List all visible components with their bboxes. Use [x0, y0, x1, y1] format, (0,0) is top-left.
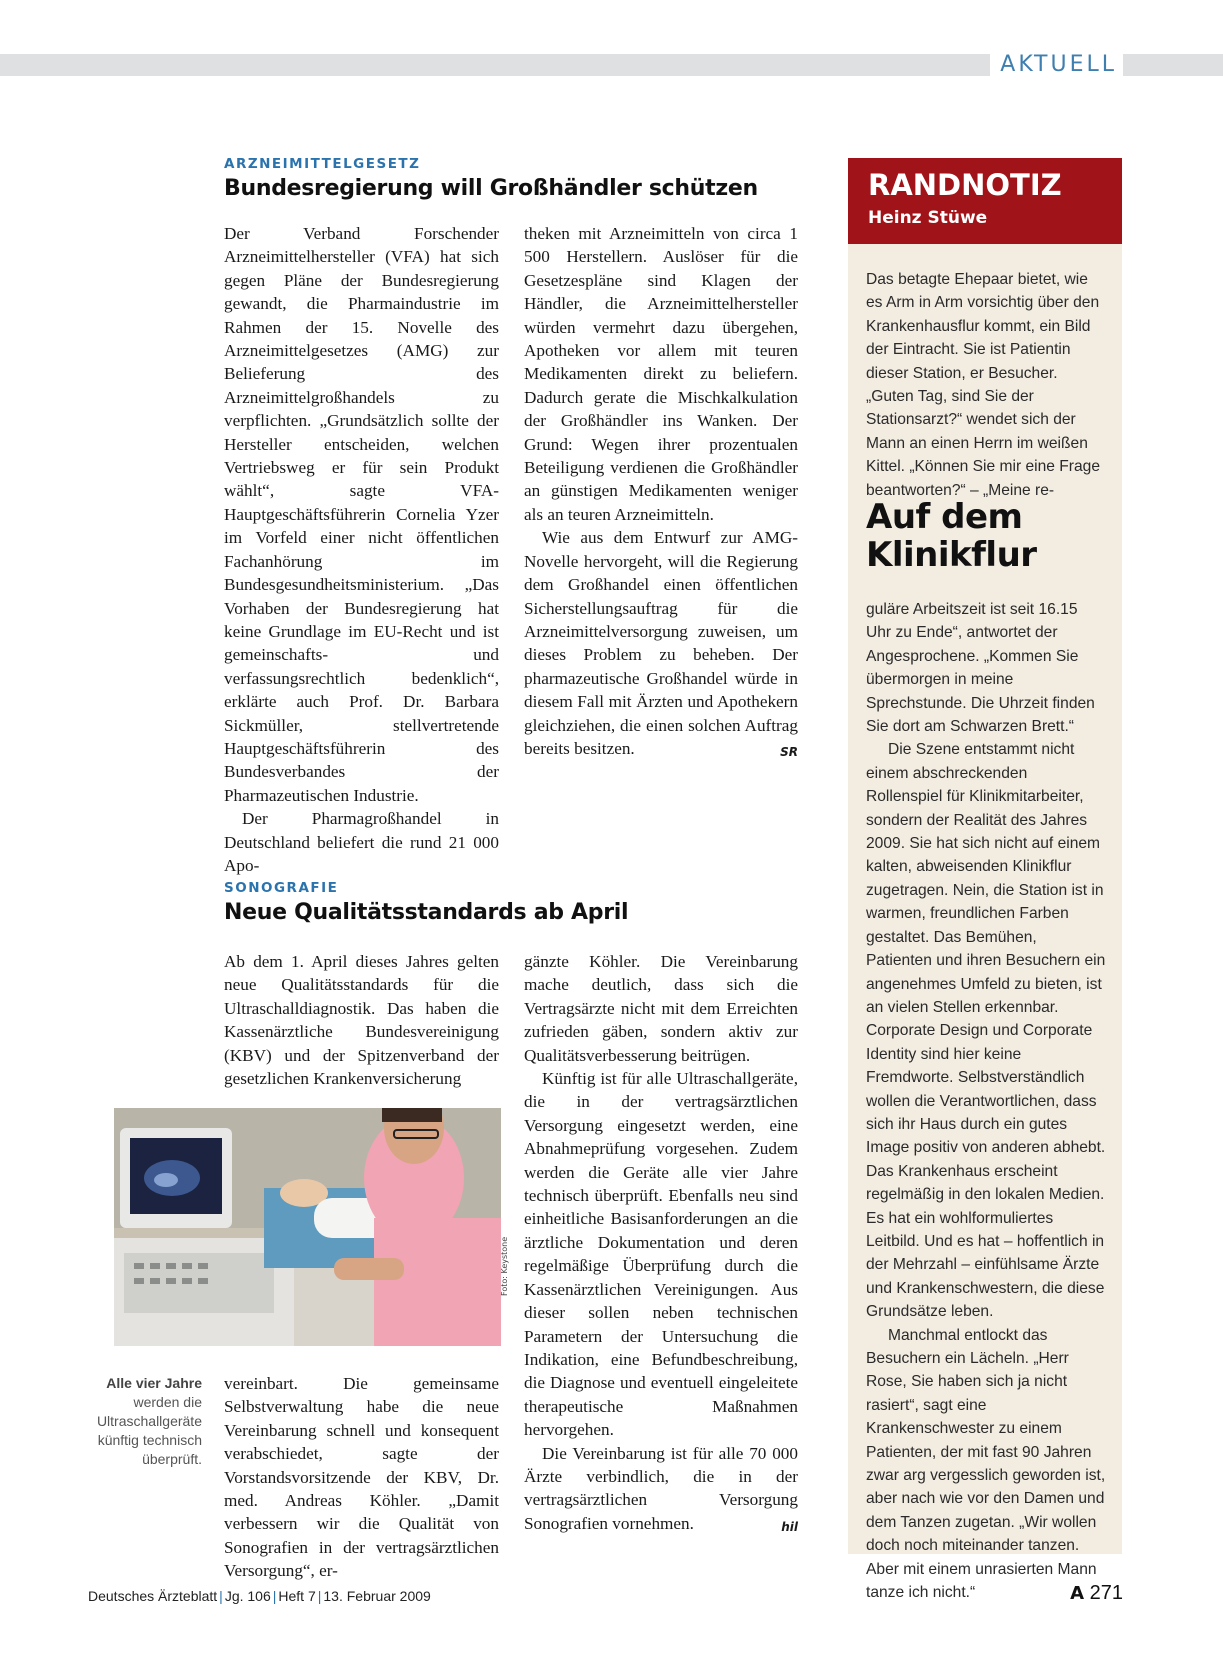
section-label: AKTUELL [990, 50, 1123, 80]
paragraph: Der Pharmagroßhandel in Deutschland beliefert die rund 21 000 Apo- [224, 809, 499, 875]
paragraph: Ab dem 1. April dieses Jahres gelten neue Qualitätsstandards für die Ultraschalldiagnostik. Das haben die Kassenärztliche Bundesvereinigung (KBV) und der Spitzenverband der gesetzlichen Krankenversicherung [224, 952, 499, 1089]
paragraph-text: Wie aus dem Entwurf zur AMG-Novelle hervorgeht, will die Regierung dem Großhandel einen öffentlichen Sicherstellungsauftrag für die Arzneimittelversorgung zuweisen, um dieses Problem zu beheben. Der pharmazeutische Großhandel würde in diesem Fall mit Ärzten und Apothekern gleichziehen, die einen solchen Auftrag bereits besitzen. [524, 528, 798, 758]
paragraph [524, 526, 798, 760]
paragraph: guläre Arbeitszeit ist seit 16.15 Uhr zu Ende“, antwortet der Angesprochene. „Kommen Sie übermorgen in meine Sprechstunde. Die Uhrzeit finden Sie dort am Schwarzen Brett.“ [866, 601, 1095, 736]
caption-text: werden die Ultraschallgeräte künftig technisch überprüft. [96, 1394, 202, 1467]
sidebar-headline-line: Auf dem [866, 497, 1023, 537]
separator: | [219, 1588, 223, 1604]
article2-column-2 [524, 950, 798, 1539]
ultrasound-photo-illustration [114, 1108, 501, 1346]
volume: Jg. 106 [224, 1588, 271, 1604]
sidebar-header [848, 158, 1122, 244]
separator: | [317, 1588, 322, 1604]
photo-credit: Foto: Keystone [500, 1236, 509, 1296]
paragraph: vereinbart. Die gemeinsame Selbstverwaltung habe die neue Vereinbarung schnell und konsequent verabschiedet, sagte der Vorstandsvorsitzende der KBV, Dr. med. Andreas Köhler. „Damit verbessern wir die Qualität von Sonografien in der vertragsärztlichen Versorgung“, er- [224, 1374, 499, 1581]
article2-column-1-top [224, 950, 499, 1090]
publication-name: Deutsches Ärzteblatt [88, 1588, 218, 1604]
sidebar-headline [866, 498, 1037, 574]
article1-headline: Bundesregierung will Großhändler schützen [224, 176, 758, 201]
paragraph: gänzte Köhler. Die Vereinbarung mache deutlich, dass sich die Vertragsärzte nicht mit dem Erreichten zufrieden gäben, sondern aktiv zur Qualitätsverbesserung beitrügen. [524, 952, 798, 1065]
separator: | [272, 1588, 277, 1604]
caption-bold: Alle vier Jahre [106, 1375, 202, 1391]
paragraph: Manchmal entlockt das Besuchern ein Lächeln. „Herr Rose, Sie haben sich ja nicht rasiert“, sagt eine Krankenschwester zu einem Patienten, der mit fast 90 Jahren zwar arg vergesslich geworden ist, aber nach wie vor den Damen und dem Tanzen zugetan. „Wir wollen doch noch miteinander tanzen. Aber mit einem unrasierten Mann tanze ich nicht.“ [866, 1326, 1106, 1602]
sidebar-body [866, 598, 1106, 1604]
sidebar-title: RANDNOTIZ [868, 168, 1062, 202]
page-footer [88, 1588, 431, 1604]
page-prefix: A [1070, 1583, 1085, 1604]
paragraph: Das betagte Ehepaar bietet, wie es Arm in Arm vorsichtig über den Krankenhausflur kommt, ein Bild der Eintracht. Sie ist Patientin dieser Station, er Besucher. „Guten Tag, sind Sie der Stationsarzt?“ wendet sich der Mann an einen Herrn im weißen Kittel. „Können Sie mir eine Frage beantworten?“ – „Meine re- [866, 271, 1101, 499]
sidebar-headline-line: Klinikflur [866, 535, 1037, 575]
article1-column-1 [224, 222, 499, 877]
paragraph: Der Verband Forschender Arzneimittelhersteller (VFA) hat sich gegen Pläne der Bundesregierung gewandt, die Pharmaindustrie im Rahmen der 15. Novelle des Arzneimittelgesetzes (AMG) zur Belieferung des Arzneimittelgroßhandels zu verpflichten. „Grundsätzlich sollte der Hersteller entscheiden, welchen Vertriebsweg er für sein Produkt wählt“, sagte VFA-Hauptgeschäftsführerin Cornelia Yzer im Vorfeld einer nicht öffentlichen Fachanhörung im Bundesgesundheitsministerium. „Das Vorhaben der Bundesregierung hat keine Grundlage im EU-Recht und ist gemeinschafts- und verfassungsrechtlich bedenklich“, erklärte auch Prof. Dr. Barbara Sickmüller, stellvertretende Hauptgeschäftsführerin des Bundesverbandes der Pharmazeutischen Industrie. [224, 224, 499, 805]
article2-column-1-bottom [224, 1372, 499, 1583]
ultrasound-photo [114, 1108, 501, 1346]
issue-date: 13. Februar 2009 [323, 1588, 431, 1604]
paragraph-text: Die Vereinbarung ist für alle 70 000 Ärzte verbindlich, die in der vertragsärztlichen Versorgung Sonografien vornehmen. [524, 1443, 798, 1533]
sidebar-intro [866, 268, 1106, 502]
issue: Heft 7 [278, 1588, 316, 1604]
article2-headline: Neue Qualitätsstandards ab April [224, 900, 629, 925]
sidebar-author: Heinz Stüwe [868, 208, 988, 228]
article1-signature: SR [780, 744, 798, 759]
article2-kicker: SONOGRAFIE [224, 880, 339, 896]
article1-column-2 [524, 222, 798, 764]
photo-caption [90, 1374, 202, 1469]
paragraph [524, 1442, 798, 1536]
article2-signature: hil [781, 1519, 798, 1534]
paragraph: Die Szene entstammt nicht einem abschreckenden Rollenspiel für Klinikmitarbeiter, sondern der Realität des Jahres 2009. Sie hat sich nicht auf einem kalten, abweisenden Klinikflur zugetragen. Nein, die Station ist in warmen, freundlichen Farben gestaltet. Das Bemühen, Patienten und ihren Besuchern ein angenehmes Umfeld zu bieten, ist an vielen Stellen erkennbar. Corporate Design und Corporate Identity sind hier keine Fremdworte. Selbstverständlich wollen die Verantwortlichen, dass sich ihr Haus durch ein gutes Image positiv von anderen abhebt. Das Krankenhaus erscheint regelmäßig in den lokalen Medien. Es hat ein wohlformuliertes Leitbild. Und es hat – hoffentlich in der Mehrzahl – einfühlsame Ärzte und Krankenschwestern, die diese Grundsätze leben. [866, 741, 1106, 1321]
paragraph: Künftig ist für alle Ultraschallgeräte, die in der vertragsärztlichen Versorgung eingesetzt werden, eine Abnahmeprüfung vorgesehen. Zudem werden die Geräte alle vier Jahre technisch überprüft. Ebenfalls neu sind einheitliche Basisanforderungen an die ärztliche Dokumentation und deren regelmäßige Überprüfung durch die Kassenärztlichen Vereinigungen. Aus dieser sollen neben technischen Parametern der Untersuchung die Indikation, eine Befundbeschreibung, die Diagnose und eventuell eingeleitete therapeutische Maßnahmen hervorgehen. [524, 1069, 798, 1440]
page-number [1070, 1582, 1123, 1605]
article1-kicker: ARZNEIMITTELGESETZ [224, 156, 421, 172]
paragraph: theken mit Arzneimitteln von circa 1 500 Herstellern. Auslöser für die Gesetzespläne sind Klagen der Händler, die Arzneimittelhersteller würden vermehrt dazu übergehen, Apotheken vor allem mit teuren Medikamenten direkt zu beliefern. Dadurch gerate die Mischkalkulation der Großhändler ins Wanken. Der Grund: Wegen ihrer prozentualen Beteiligung verdienen die Großhändler an günstigen Medikamenten weniger als an teuren Arzneimitteln. [524, 224, 798, 524]
page-number-value: 271 [1089, 1582, 1123, 1604]
